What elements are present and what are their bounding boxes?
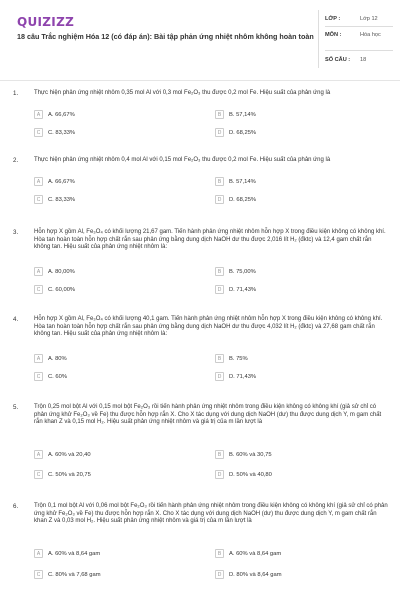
answer-option-b[interactable] xyxy=(215,267,365,277)
answer-option-a[interactable] xyxy=(34,354,184,364)
header-bottom-divider xyxy=(0,80,400,81)
meta-count-label: SỐ CÂU : xyxy=(325,57,351,63)
option-letter-box: D xyxy=(215,570,224,579)
option-text: D. 71,43% xyxy=(229,373,257,380)
question-text: Thực hiện phản ứng nhiệt nhôm 0,35 mol Al với 0,3 mol Fe₂O₃ thu được 0,2 mol Fe. Hiệu suất của phản ứng là xyxy=(34,90,331,96)
answer-option-a[interactable] xyxy=(34,450,184,460)
option-text: D. 50% và 40,80 xyxy=(229,471,272,478)
question-text: Trộn 0,1 mol bột Al với 0,06 mol bột Fe₂O₃ rồi tiến hành phản ứng nhiệt nhôm trong điều kiện không có không khí (giả sử chỉ có phản ứng khử Fe₂O₃ về Fe) thu được hỗn hợp rắn X. Cho X tác dụng với dung dịch NaOH (dư) thu được dung dịch Y, m gam chất rắn khan Z và 0,03 mol H₂. Hiệu suất phản ứng nhiệt nhôm và giá trị của m lần lượt là xyxy=(34,503,388,525)
header-divider xyxy=(318,10,319,68)
question-number: 1. xyxy=(13,90,19,97)
option-text: A. 60% và 20,40 xyxy=(48,451,91,458)
option-letter-box: C xyxy=(34,470,43,479)
question-number: 2. xyxy=(13,157,19,164)
meta-count-value: 18 xyxy=(360,57,367,63)
answer-option-a[interactable] xyxy=(34,110,184,120)
option-text: B. 57,14% xyxy=(229,178,256,185)
answer-option-d[interactable] xyxy=(215,128,365,138)
option-letter-box: A xyxy=(34,110,43,119)
option-letter-box: C xyxy=(34,285,43,294)
option-letter-box: D xyxy=(215,285,224,294)
option-letter-box: A xyxy=(34,450,43,459)
answer-option-b[interactable] xyxy=(215,450,365,460)
option-text: C. 80% và 7,68 gam xyxy=(48,571,101,578)
option-letter-box: B xyxy=(215,177,224,186)
answer-option-d[interactable] xyxy=(215,372,365,382)
meta-class-label: LỚP : xyxy=(325,16,341,22)
option-letter-box: B xyxy=(215,549,224,558)
question-text: Hỗn hợp X gồm Al, Fe₃O₄ có khối lượng 40,1 gam. Tiến hành phản ứng nhiệt nhôm hỗn hợp X trong điều kiện không có không khí. Hòa tan hoàn toàn hỗn hợp chất rắn sau phản ứng bằng dung dịch NaOH dư thu được 4,032 lít H₂ (đktc) và 27,68 gam chất rắn không tan. Hiệu suất của phản ứng nhiệt nhôm là: xyxy=(34,316,383,338)
option-letter-box: B xyxy=(215,110,224,119)
question-text: Trộn 0,25 mol bột Al với 0,15 mol bột Fe₂O₃ rồi tiến hành phản ứng nhiệt nhôm trong điều kiện không có không khí (giả sử chỉ có phản ứng khử Fe₂O₃ về Fe) thu được hỗn hợp rắn X. Cho X tác dụng với dung dịch NaOH (dư) thu được dung dịch Y, m gam chất rắn khan Z và 0,15 mol H₂. Hiệu suất phản ứng nhiệt nhôm và giá trị của m lần lượt là xyxy=(34,404,382,426)
option-letter-box: A xyxy=(34,354,43,363)
question-number: 5. xyxy=(13,404,19,411)
question-number: 3. xyxy=(13,229,19,236)
option-letter-box: D xyxy=(215,470,224,479)
option-letter-box: A xyxy=(34,267,43,276)
option-text: A. 80,00% xyxy=(48,268,75,275)
worksheet-header xyxy=(0,0,400,78)
option-text: A. 66,67% xyxy=(48,178,75,185)
answer-option-a[interactable] xyxy=(34,549,184,559)
answer-option-c[interactable] xyxy=(34,470,184,480)
question-text: Thực hiện phản ứng nhiệt nhôm 0,4 mol Al với 0,15 mol Fe₂O₃ thu được 0,2 mol Fe. Hiệu suất của phản ứng là xyxy=(34,157,331,163)
option-letter-box: C xyxy=(34,372,43,381)
option-text: D. 80% và 8,64 gam xyxy=(229,571,282,578)
answer-option-d[interactable] xyxy=(215,285,365,295)
option-text: C. 60,00% xyxy=(48,286,76,293)
option-text: A. 60% và 8,64 gam xyxy=(229,550,282,557)
option-letter-box: D xyxy=(215,128,224,137)
option-text: A. 66,67% xyxy=(48,111,75,118)
page-title: 18 câu Trắc nghiệm Hóa 12 (có đáp án): Bài tập phản ứng nhiệt nhôm không hoàn toàn xyxy=(17,32,314,41)
option-text: C. 83,33% xyxy=(48,196,76,203)
option-text: C. 50% và 20,75 xyxy=(48,471,91,478)
option-text: A. 80% xyxy=(48,355,67,362)
answer-option-c[interactable] xyxy=(34,570,184,580)
answer-option-c[interactable] xyxy=(34,285,184,295)
option-text: C. 83,33% xyxy=(48,129,76,136)
option-letter-box: C xyxy=(34,570,43,579)
option-letter-box: D xyxy=(215,195,224,204)
answer-option-b[interactable] xyxy=(215,354,365,364)
option-letter-box: C xyxy=(34,195,43,204)
answer-option-c[interactable] xyxy=(34,128,184,138)
option-letter-box: B xyxy=(215,354,224,363)
answer-option-a[interactable] xyxy=(34,177,184,187)
answer-option-d[interactable] xyxy=(215,195,365,205)
answer-option-b[interactable] xyxy=(215,177,365,187)
option-text: B. 75,00% xyxy=(229,268,256,275)
option-letter-box: B xyxy=(215,267,224,276)
option-text: C. 60% xyxy=(48,373,68,380)
meta-line xyxy=(325,50,393,51)
meta-class-value: Lớp 12 xyxy=(360,16,378,22)
option-letter-box: B xyxy=(215,450,224,459)
option-letter-box: D xyxy=(215,372,224,381)
option-text: B. 57,14% xyxy=(229,111,256,118)
quizizz-logo[interactable]: QUIZIZZ xyxy=(17,15,75,29)
answer-option-b[interactable] xyxy=(215,110,365,120)
option-letter-box: A xyxy=(34,177,43,186)
option-letter-box: C xyxy=(34,128,43,137)
answer-option-c[interactable] xyxy=(34,372,184,382)
meta-line xyxy=(325,26,393,27)
option-text: A. 60% và 8,64 gam xyxy=(48,550,101,557)
option-text: B. 75% xyxy=(229,355,248,362)
answer-option-d[interactable] xyxy=(215,470,365,480)
answer-option-a[interactable] xyxy=(34,267,184,277)
option-text: D. 68,25% xyxy=(229,129,257,136)
answer-option-b[interactable] xyxy=(215,549,365,559)
question-number: 6. xyxy=(13,503,19,510)
option-letter-box: A xyxy=(34,549,43,558)
answer-option-c[interactable] xyxy=(34,195,184,205)
question-text: Hỗn hợp X gồm Al, Fe₃O₄ có khối lượng 21,67 gam. Tiến hành phản ứng nhiệt nhôm hỗn hợp X trong điều kiện không có không khí. Hòa tan hoàn toàn hỗn hợp chất rắn sau phản ứng bằng dung dịch NaOH dư thu được 2,016 lít H₂ (đktc) và 12,4 gam chất rắn không tan. Hiệu suất của phản ứng nhiệt nhôm là: xyxy=(34,229,386,251)
meta-subject-label: MÔN : xyxy=(325,32,342,38)
meta-subject-value: Hóa học xyxy=(360,32,381,38)
answer-option-d[interactable] xyxy=(215,570,365,580)
option-text: D. 68,25% xyxy=(229,196,257,203)
option-text: D. 71,43% xyxy=(229,286,257,293)
question-number: 4. xyxy=(13,316,19,323)
option-text: B. 60% và 30,75 xyxy=(229,451,272,458)
